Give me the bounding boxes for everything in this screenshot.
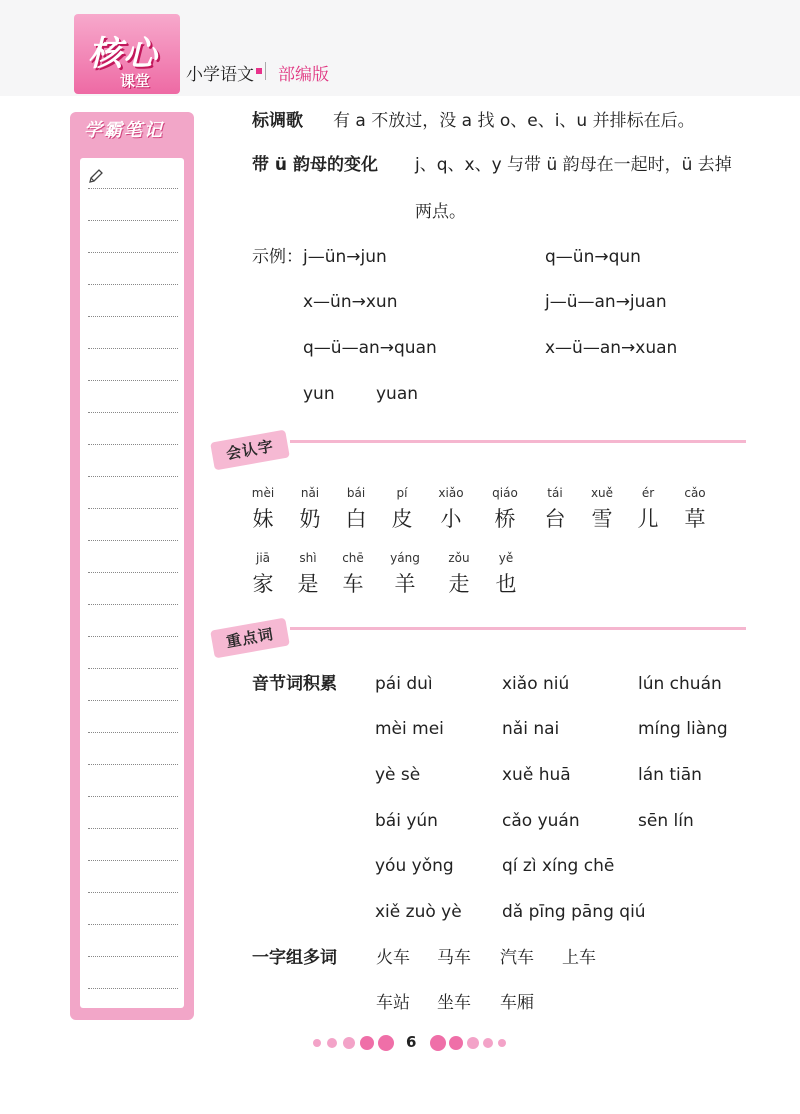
char-pinyin: yě [498, 551, 514, 565]
u-change-text: j、q、x、y 与带 ü 韵母在一起时，ü 去掉 [415, 155, 732, 175]
syllable-word: xuě huā [502, 765, 571, 785]
syllable-word: qí zì xíng chē [502, 856, 615, 876]
example-item: q—ün→qun [545, 247, 641, 267]
char-pinyin: zǒu [448, 551, 470, 565]
note-line [88, 540, 178, 541]
syllable-word: yè sè [375, 765, 421, 785]
syllable-word: mèi mei [375, 719, 444, 739]
footer-dot [467, 1037, 479, 1049]
char-pinyin: jiā [255, 551, 271, 565]
note-line [88, 732, 178, 733]
note-line [88, 284, 178, 285]
note-line [88, 220, 178, 221]
section-badge-keywords: 重点词 [210, 618, 290, 659]
char-hanzi: 也 [495, 572, 517, 596]
note-line [88, 348, 178, 349]
logo-title: 核心 [88, 34, 158, 74]
char-pinyin: qiáo [492, 486, 518, 500]
note-line [88, 988, 178, 989]
multi-word: 马车 [437, 948, 471, 968]
char-hanzi: 奶 [299, 507, 321, 531]
syllable-word: nǎi nai [502, 719, 560, 739]
footer-dot [498, 1039, 506, 1047]
char-hanzi: 白 [345, 507, 367, 531]
section-badge-recognize: 会认字 [210, 430, 290, 471]
note-line [88, 412, 178, 413]
example-item: yuan [376, 384, 419, 404]
char-pinyin: chē [342, 551, 364, 565]
note-line [88, 956, 178, 957]
example-label: 示例： [252, 247, 303, 267]
example-item: j—ün→jun [303, 247, 387, 267]
char-pinyin: shì [299, 551, 317, 565]
char-pinyin: xuě [590, 486, 614, 500]
char-hanzi: 家 [252, 572, 274, 596]
char-hanzi: 桥 [494, 507, 516, 531]
note-line [88, 316, 178, 317]
multi-word-label: 一字组多词 [252, 948, 337, 968]
note-line [88, 252, 178, 253]
note-line [88, 828, 178, 829]
note-line [88, 860, 178, 861]
tone-song-text: 有 a 不放过，没 a 找 o、e、i、u 并排标在后。 [333, 111, 695, 131]
footer-dot [378, 1035, 394, 1051]
multi-word: 车站 [376, 993, 410, 1013]
char-hanzi: 走 [448, 572, 470, 596]
note-line [88, 668, 178, 669]
syllable-word: míng liàng [638, 719, 728, 739]
pencil-icon [88, 168, 104, 184]
char-pinyin: cǎo [684, 486, 706, 500]
note-line [88, 796, 178, 797]
char-hanzi: 儿 [637, 507, 659, 531]
char-hanzi: 草 [684, 507, 706, 531]
syllable-word: cǎo yuán [502, 811, 580, 831]
example-item: q—ü—an→quan [303, 338, 437, 358]
char-pinyin: ér [641, 486, 655, 500]
multi-word: 车厢 [500, 993, 534, 1013]
syllable-word: lún chuán [638, 674, 722, 694]
note-line [88, 892, 178, 893]
footer-dot [449, 1036, 463, 1050]
example-item: x—ü—an→xuan [545, 338, 678, 358]
note-line [88, 188, 178, 189]
header-subject: 小学语文 [186, 65, 254, 85]
note-line [88, 764, 178, 765]
tone-song-label: 标调歌 [252, 111, 303, 131]
char-pinyin: mèi [251, 486, 275, 500]
header-edition: 部编版 [278, 65, 329, 85]
note-line [88, 444, 178, 445]
note-line [88, 508, 178, 509]
page-number: 6 [406, 1033, 417, 1051]
syllable-label: 音节词积累 [252, 674, 337, 694]
example-item: j—ü—an→juan [545, 292, 667, 312]
syllable-word: xiǎo niú [502, 674, 570, 694]
multi-word: 火车 [376, 948, 410, 968]
char-hanzi: 小 [440, 507, 462, 531]
footer-dot [360, 1036, 374, 1050]
char-pinyin: bái [346, 486, 366, 500]
section-divider [290, 627, 746, 630]
footer-dot [483, 1038, 493, 1048]
example-item: x—ün→xun [303, 292, 398, 312]
syllable-word: dǎ pīng pāng qiú [502, 902, 646, 922]
footer-dot [430, 1035, 446, 1051]
syllable-word: pái duì [375, 674, 433, 694]
note-line [88, 700, 178, 701]
note-line [88, 380, 178, 381]
char-pinyin: yáng [390, 551, 420, 565]
char-pinyin: pí [396, 486, 408, 500]
u-change-text-cont: 两点。 [415, 202, 466, 222]
syllable-word: sēn lín [638, 811, 694, 831]
char-pinyin: xiǎo [438, 486, 464, 500]
footer-dot [327, 1038, 337, 1048]
char-hanzi: 车 [342, 572, 364, 596]
section-divider [290, 440, 746, 443]
logo-subtitle: 课堂 [120, 72, 151, 90]
syllable-word: bái yún [375, 811, 438, 831]
syllable-word: lán tiān [638, 765, 702, 785]
char-hanzi: 台 [544, 507, 566, 531]
note-line [88, 572, 178, 573]
syllable-word: xiě zuò yè [375, 902, 462, 922]
char-hanzi: 皮 [391, 507, 413, 531]
syllable-word: yóu yǒng [375, 856, 454, 876]
multi-word: 坐车 [437, 993, 471, 1013]
note-line [88, 636, 178, 637]
note-line [88, 924, 178, 925]
footer-dot [343, 1037, 355, 1049]
notes-area [80, 158, 184, 1008]
footer-dot [313, 1039, 321, 1047]
char-hanzi: 是 [297, 572, 319, 596]
note-line [88, 604, 178, 605]
example-item: yun [303, 384, 335, 404]
multi-word: 汽车 [500, 948, 534, 968]
note-line [88, 476, 178, 477]
char-pinyin: nǎi [300, 486, 320, 500]
char-hanzi: 妹 [252, 507, 274, 531]
char-pinyin: tái [547, 486, 563, 500]
char-hanzi: 雪 [591, 507, 613, 531]
header-divider [265, 62, 266, 80]
u-change-label: 带 ü 韵母的变化 [252, 155, 378, 175]
char-hanzi: 羊 [394, 572, 416, 596]
multi-word: 上车 [562, 948, 596, 968]
header-bullet [256, 68, 262, 74]
notes-title: 学霸笔记 [84, 120, 164, 141]
